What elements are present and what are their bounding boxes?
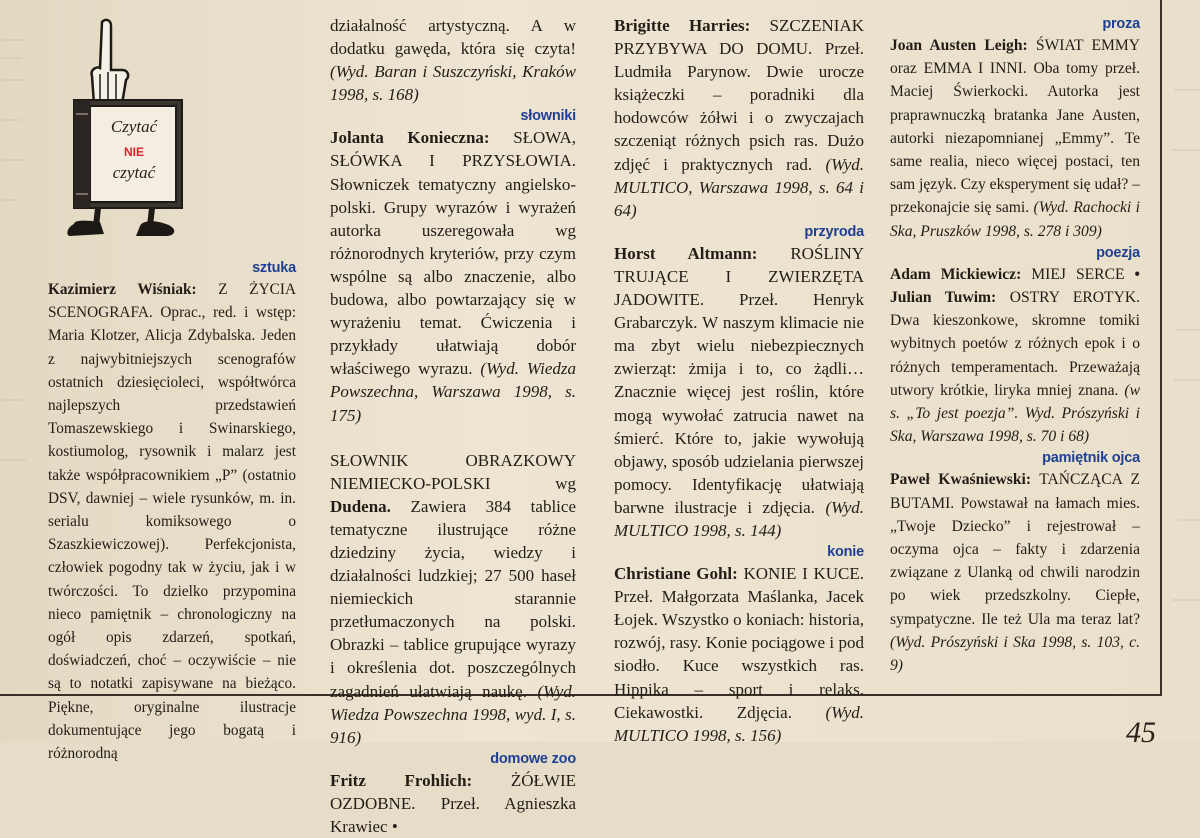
column-2 xyxy=(330,14,576,838)
column-3 xyxy=(614,14,864,747)
author-name: Horst Altmann: xyxy=(614,243,758,263)
author-name: Christiane Gohl: xyxy=(614,564,738,584)
review-konieczna xyxy=(330,126,576,426)
book-word-nie: NIE xyxy=(123,145,145,159)
review-text: działalność artystyczną. A w dodatku gawęda, która się czyta! xyxy=(330,16,576,59)
author-name: Kazimierz Wiśniak: xyxy=(48,281,197,298)
shoes-icon xyxy=(67,221,174,236)
book-mascot-illustration xyxy=(56,14,216,242)
publisher-info: (Wyd. Prószyński i Ska 1998, s. 103, c. 9) xyxy=(890,633,1140,675)
book-title: SZCZENIAK PRZYBYWA DO DOMU. xyxy=(614,16,864,59)
column-1 xyxy=(48,258,296,765)
section-label-slowniki: słowniki xyxy=(520,108,576,125)
author-name: Dudena. xyxy=(330,496,391,516)
book-title: MIEJ SERCE xyxy=(1021,265,1125,283)
section-label-proza: proza xyxy=(1102,16,1140,32)
review-altmann xyxy=(614,242,864,542)
review-text: Przeł. Małgorzata Maślanka, Jacek Łojek. Wszystko o koniach: historia, rozwój, rasy. Konie pociągowe i pod siodło. Kuce wszystkich ras. Hippika – sport i relaks. Ciekawostki. Zdjęcia. xyxy=(614,587,864,722)
review-text: Przeł. Agnieszka Krawiec • xyxy=(330,793,576,836)
review-duden xyxy=(330,449,576,749)
publisher-info: (w s. „To jest poezja”. Wyd. Prószyński i Ska, Warszawa 1998, s. 70 i 68) xyxy=(890,381,1140,446)
book-title: Z ŻYCIA SCENOGRAFA. xyxy=(48,281,296,322)
author-name-2: • Julian Tuwim: xyxy=(890,265,1140,307)
review-text: Dwa kieszonkowe, skromne tomiki wybitnych poetów z różnych epok i o różnych temperamentach. Przeważają utwory krótkie, liryka mniej znana. xyxy=(890,312,1140,399)
review-austen-leigh xyxy=(890,34,1140,243)
review-harries xyxy=(614,14,864,222)
review-text: Słowniczek tematyczny angielsko-polski. Grupy wyrazów i wyrażeń autorka uszeregowała wg różnorodnych kryteriów, przy czym wspólne są albo znaczenie, albo budowa, albo powtarzający się w wyrażeniu temat. Ćwiczenia i przykłady ułatwiają dobór właściwego wyrazu. xyxy=(330,174,576,379)
review-mickiewicz-tuwim xyxy=(890,263,1140,449)
review-frohlich xyxy=(330,769,576,838)
book-title: SŁOWNIK OBRAZKOWY NIEMIECKO-POLSKI wg xyxy=(330,450,576,493)
publisher-info: (Wyd. Wiedza Powszechna, Warszawa 1998, s. 175) xyxy=(330,359,577,425)
spacer xyxy=(330,427,576,449)
page-number: 45 xyxy=(1126,716,1156,749)
section-label-sztuka: sztuka xyxy=(252,260,296,276)
book-line-2: czytać xyxy=(112,163,156,182)
section-label-konie: konie xyxy=(827,544,864,561)
section-label-przyroda: przyroda xyxy=(804,223,864,240)
book-line-1: Czytać xyxy=(110,117,158,136)
book-title: ROŚLINY TRUJĄCE I ZWIERZĘTA JADOWITE. xyxy=(614,243,865,310)
review-text: Zawiera 384 tablice tematyczne ilustrujące różne dziedziny życia, wiedzy i działalności ludzkiej; 27 500 haseł niemieckich starannie przetłumaczonych na polski. Obrazki – tablice grupujące wyrazy i określenia dot. poszczególnych zagadnień ułatwiają naukę. xyxy=(330,496,576,701)
book-title-2: OSTRY EROTYK. xyxy=(996,289,1140,307)
review-text: Oba tomy przeł. Maciej Świerkocki. Autorka jest praprawnuczką bratanka Jane Austen, autorki niezapomnianej „Emmy”. Te same realia, nieco więcej postaci, ten sam język. Czy eksperyment się udał? – przekonajcie się sami. xyxy=(890,60,1141,217)
book-title: ŻÓŁWIE OZDOBNE. xyxy=(330,770,576,813)
author-name: Brigitte Harries: xyxy=(614,16,751,35)
book-title: KONIE I KUCE. xyxy=(737,564,864,584)
review-text: Przeł. Henryk Grabarczyk. W naszym klimacie nie ma zbyt wielu niebezpiecznych zwierząt: żmija i to, co żądli… Znacznie więcej jest roślin, które mogą wywołać zatrucia nawet na śmierć. Które to, jakie wywołują objawy, sposób udzielania pierwszej pomocy. Identyfikację ułatwiają barwne ilustracje i zdjęcia. xyxy=(614,290,864,517)
section-label-poezja: poezja xyxy=(1096,244,1140,261)
book-title: TAŃCZĄCA Z BUTAMI. xyxy=(890,471,1141,512)
review-text: Przeł. Ludmiła Parynow. Dwie urocze książeczki – poradniki dla hodowców żółwi i o zwyczajach szczeniąt różnych psich ras. Dużo zdjęć i praktycznych rad. xyxy=(614,39,864,174)
publisher-info: (Wyd. MULTICO, Warszawa 1998, s. 64 i 64) xyxy=(614,154,864,220)
author-name: Jolanta Konieczna: xyxy=(330,128,490,148)
author-name: Paweł Kwaśniewski: xyxy=(890,471,1032,489)
author-name: Adam Mickiewicz: xyxy=(890,265,1022,283)
publisher-info: (Wyd. Baran i Suszczyński, Kraków 1998, s. 168) xyxy=(330,62,576,105)
author-name: Fritz Frohlich: xyxy=(330,770,473,790)
review-kwasniewski xyxy=(890,468,1140,677)
book-title: ŚWIAT EMMY oraz EMMA I INNI. xyxy=(890,37,1140,78)
author-name: Joan Austen Leigh: xyxy=(890,37,1028,54)
review-wisniak xyxy=(48,278,296,765)
publisher-info: (Wyd. MULTICO 1998, s. 144) xyxy=(614,497,864,540)
review-wisniak-continued xyxy=(330,14,576,106)
publisher-info: (Wyd. Wiedza Powszechna 1998, wyd. I, s. 916) xyxy=(330,681,576,747)
review-gohl xyxy=(614,562,864,747)
column-4 xyxy=(890,14,1140,677)
review-text: Powstawał na łamach mies. „Twoje Dziecko” i rejestrował – oczyma ojca – fakty i zdarzenia związane z Ulanką od chwili narodzin po wiek przedszkolny. Ciepłe, sympatyczne. Ile też Ula ma teraz lat? xyxy=(890,494,1140,628)
book-title: SŁOWA, SŁÓWKA I PRZYSŁOWIA. xyxy=(330,128,576,171)
section-label-domowe-zoo: domowe zoo xyxy=(490,750,576,767)
section-label-pamietnik-ojca: pamiętnik ojca xyxy=(1042,450,1140,467)
review-text: Oprac., red. i wstęp: Maria Klotzer, Alicja Zdybalska. Jeden z najwybitniejszych scenografów ostatnich dziesięcioleci, współtwórca najlepszych przedstawień Tomaszewskiego i Swinarskiego, kostiumolog, rysownik i malarz jest także współpracownikiem „P” (ostatnio DSV, dawniej – wiele rysunków, m. in. serialu komiksowego o Szaszkiewiczowej). Perfekcjonista, człowiek pogodny tak w życiu, jak i w twórczości. To dzielko przypomina nieco pamiętnik – chronologiczny na ogół opis zdarzeń, spotkań, doświadczeń, choć – oczywiście – nie są to notatki zapisywane na bieżąco. Piękne, oryginalne ilustracje dokumentujące jego bogatą i różnorodną xyxy=(48,304,296,763)
pointing-hand-icon xyxy=(92,20,128,104)
publisher-info: (Wyd. MULTICO 1998, s. 156) xyxy=(614,702,864,745)
publisher-info: (Wyd. Rachocki i Ska, Pruszków 1998, s. 278 i 309) xyxy=(890,199,1140,240)
